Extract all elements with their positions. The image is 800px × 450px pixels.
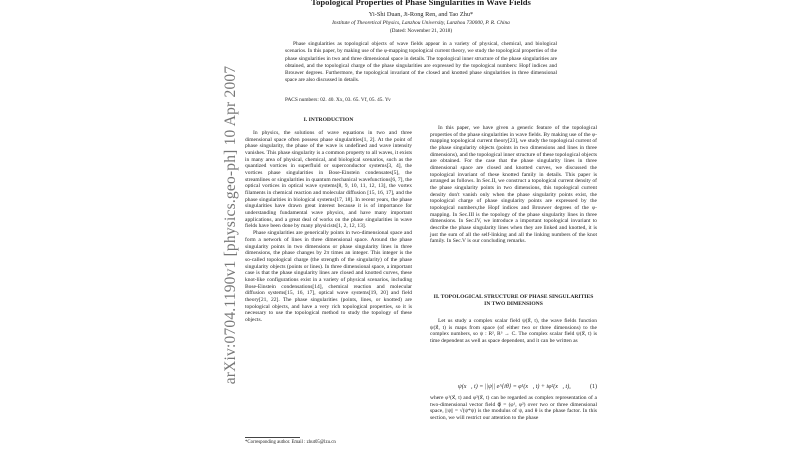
left-column [245,130,412,324]
section-heading-topological-structure: II. TOPOLOGICAL STRUCTURE OF PHASE SINGULARITIES IN TWO DIMENSIONS [433,294,594,307]
paper-date: (Dated: November 21, 2018) [389,28,453,34]
right-column-intro [430,125,597,245]
left-paragraph-2: Phase singularities are generically points in two-dimensional space and form a network of lines in three dimensional space. Around the phase singularity points in two dimensions or phase singularity lines in three dimensions, the phase changes by 2π times an integer. This integer is the so-called topological charge (the strength of the singularity) of the phase singularity objects (points or lines). In three dimensional space, a important case is that the phase singularity lines are closed and knotted curves, these knot-like configurations exist in a variety of physical scenarios, including Bose-Einstein condensations[14], chemical reaction and molecular diffusion systems[15, 16, 17], optical wave systems[19, 20] and field theory[21, 22]. The phase singularities (points, lines, or knotted) are topological objects, and have a very rich topological properties, so it is necessary to use the topological method to study the topology of these objects. [245,230,412,323]
arxiv-stamp: arXiv:0704.1190v1 [physics.geo-ph] 10 Apr 2007 [222,65,239,385]
section-heading-introduction: I. INTRODUCTION [303,117,354,123]
right-paragraph-sec2: Let us study a complex scalar field ψ(x⃗, t), the wave fields function ψ(x⃗, t) is maps from space (of either two or three dimensions) to the complex numbers, so ψ : R², R³ → C. The complex scalar field ψ(x⃗, t) is time dependent as well as space dependent, and it can be written as [430,318,597,344]
equation-number: (1) [590,384,597,390]
footnote: *Corresponding author. Email : zhut05@lzu.cn [245,440,336,445]
footnote-rule [245,437,300,438]
equation-body: ψ(x⃗, t) = ||ψ|| e^{iθ} = φ¹(x⃗, t) + iφ²(x⃗, t), [458,384,571,390]
abstract: Phase singularities as topological objects of wave fields appear in a variety of physical, chemical, and biological scenarios. In this paper, by making use of the φ-mapping topological current theory, we study the topological properties of the phase singularities in two and three dimensional space in details. The topological inner structure of the phase singularities are obtained, and the topological charge of the phase singularities are expressed by the topological numbers: Hopf indices and Brouwer degrees. Furthermore, the topological invariant of the closed and knotted phase singularities in three dimensional space are also discussed in details. [285,41,557,84]
paper-title: Topological Properties of Phase Singularities in Wave Fields [311,0,531,7]
right-paragraph-after-eq: where φ¹(x⃗, t) and φ²(x⃗, t) can be regarded as complex representation of a two-dimensional vector field φ⃗ = (φ¹, φ²) over two or three dimensional space, ||ψ|| = √(ψ*ψ) is the modulus of ψ, and θ is the phase factor. In this section, we will restrict our attention to the phase [430,395,597,421]
right-margin [588,0,800,450]
paper-affiliation: Institute of Theoretical Physics, Lanzhou University, Lanzhou 730000, P. R. China [332,20,510,26]
paper-content [245,0,597,450]
left-margin [0,0,212,450]
right-column-after-equation [430,395,597,422]
paper-authors: Yi-Shi Duan, Ji-Rong Ren, and Tao Zhu* [368,11,474,18]
left-paragraph-1: In physics, the solutions of wave equations in two and three dimensional space often possess phase singularities[1, 2]. At the point of phase singularity, the phase of the wave is undefined and wave intensity vanishes. This phase singularity is a common property to all waves, it exists in many area of physical, chemical, and biological scenarios, such as the quantized vortices in superfluid or superconductor systems[3, 4], the vortices phase singularities in Bose-Einstein condensates[5], the streamlines or singularities in quantum mechanical wavefunctions[6, 7], the optical vortices in optical wave systems[8, 9, 10, 11, 12, 13], the vortex filaments in chemical reaction and molecular diffusion [15, 16, 17], and the phase singularities in biological systems[17, 18]. In recent years, the phase singularities have drawn great interest because it is of importance for understanding fundamental wave physics, and have many important applications, and a great deal of works on the phase singularities in wave fields have been done by many physicists[1, 2, 12, 13]. [245,130,413,230]
pacs-numbers: PACS numbers: 02. 40. Xx, 03. 65. Vf, 05. 45. Yv [285,97,391,103]
right-paragraph-intro: In this paper, we have given a generic feature of the topological properties of the phase singularities in wave fields. By making use of the φ-mapping topological current theory[23], we study the topological current of the phase singularity objects (points in two dimensions and lines in three dimensions), and the topological inner structure of these topological objects are obtained. For the case that the phase singularity lines in three dimensional space are closed and knotted curves, we discussed the topological invariant of these knotted family in details. This paper is arranged as follows. In Sec.II, we construct a topological current density of the phase singularity points in two dimensions, this topological current density don't vanish only when the phase singularity points exist, the topological charge of phase singularity points are expressed by the topological numbers,the Hopf indices and Brouwer degrees of the φ-mapping. In Sec.III is the topology of the phase singularity lines in three dimensions. In Sec.IV, we introduce a important topological invariant to describe the phase singularity lines when they are linked and knotted, it is just the sum of all the self-linking and all the linking numbers of the knot family. In Sec.V is our concluding remarks. [430,125,597,245]
right-column-section2 [430,318,597,345]
